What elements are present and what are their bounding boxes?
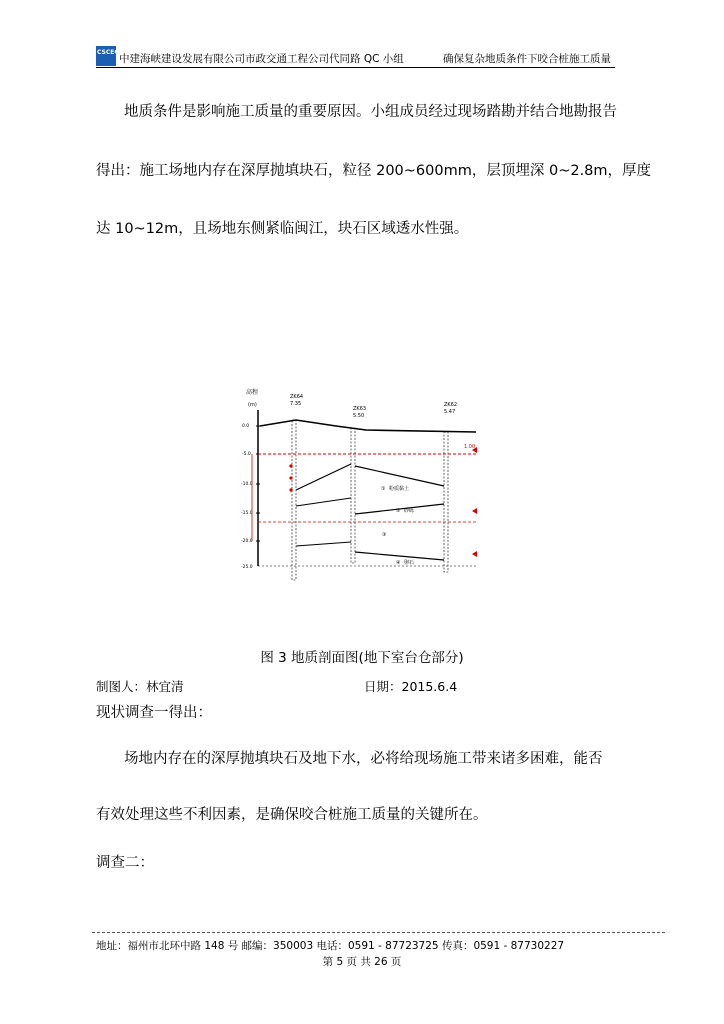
borehole-label: ZK63 — [353, 406, 367, 412]
borehole-elev: 5.47 — [444, 409, 456, 415]
scale-title: 高程 — [246, 389, 259, 396]
layer-label: ③ — [382, 532, 387, 538]
tick-label: -5.0 — [242, 452, 251, 457]
paragraph-1-line-3: 达 10~12m，且场地东侧紧临闽江，块石区域透水性强。 — [96, 221, 469, 237]
footer-address: 地址：福州市北环中路 148 号 邮编：350003 电话：0591 - 87723725 传真：0591 - 87730227 — [96, 940, 565, 952]
borehole-elev: 5.50 — [353, 413, 365, 419]
borehole-elev: 7.35 — [290, 401, 302, 407]
figure-date: 日期：2015.6.4 — [364, 679, 458, 694]
layer-note: 粉质黏土 — [389, 486, 410, 492]
paragraph-1-line-2: 得出：施工场地内存在深厚抛填块石，粒径 200~600mm，层顶埋深 0~2.8m，厚度 — [96, 163, 652, 179]
company-logo: CSCEC — [96, 46, 116, 66]
tick-label: -15.0 — [241, 511, 253, 516]
borehole-label: ZK64 — [290, 394, 304, 400]
page-number: 第 5 页 共 26 页 — [322, 956, 402, 968]
figure-author: 制图人：林宜清 — [96, 679, 184, 694]
header-org: 中建海峡建设发展有限公司市政交通工程公司代同路 QC 小组 — [119, 53, 404, 65]
scale-unit: (m) — [248, 402, 257, 408]
layer-label: ② — [396, 508, 401, 514]
water-level-label: 1.00 — [464, 444, 476, 450]
header-project: 确保复杂地质条件下咬合桩施工质量 — [443, 53, 611, 65]
borehole-label: ZK62 — [444, 402, 458, 408]
geological-section-figure — [236, 386, 486, 594]
survey-heading-2: 调查二： — [96, 855, 154, 871]
paragraph-3-line-1: 场地内存在的深厚抛填块石及地下水，必将给现场施工带来诸多困难，能否 — [124, 751, 603, 767]
paragraph-1-line-1: 地质条件是影响施工质量的重要原因。小组成员经过现场踏勘并结合地勘报告 — [124, 104, 617, 120]
page-header — [96, 46, 615, 68]
survey-heading-1: 现状调查一得出： — [96, 705, 212, 721]
tick-label: -25.0 — [241, 565, 253, 570]
layer-label: ④ — [396, 560, 401, 566]
tick-label: -10.0 — [241, 482, 253, 487]
paragraph-3-line-2: 有效处理这些不利因素，是确保咬合桩施工质量的关键所在。 — [96, 807, 488, 823]
layer-note: 砂砾 — [404, 508, 415, 514]
layer-label: ① — [381, 486, 386, 492]
layer-note: 卵石 — [404, 560, 415, 566]
tick-label: -20.0 — [241, 539, 253, 544]
figure-caption: 图 3 地质剖面图(地下室台仓部分) — [260, 650, 464, 666]
footer-rule — [92, 932, 665, 933]
tick-label: 0.0 — [242, 424, 250, 429]
header-rule — [96, 67, 615, 68]
